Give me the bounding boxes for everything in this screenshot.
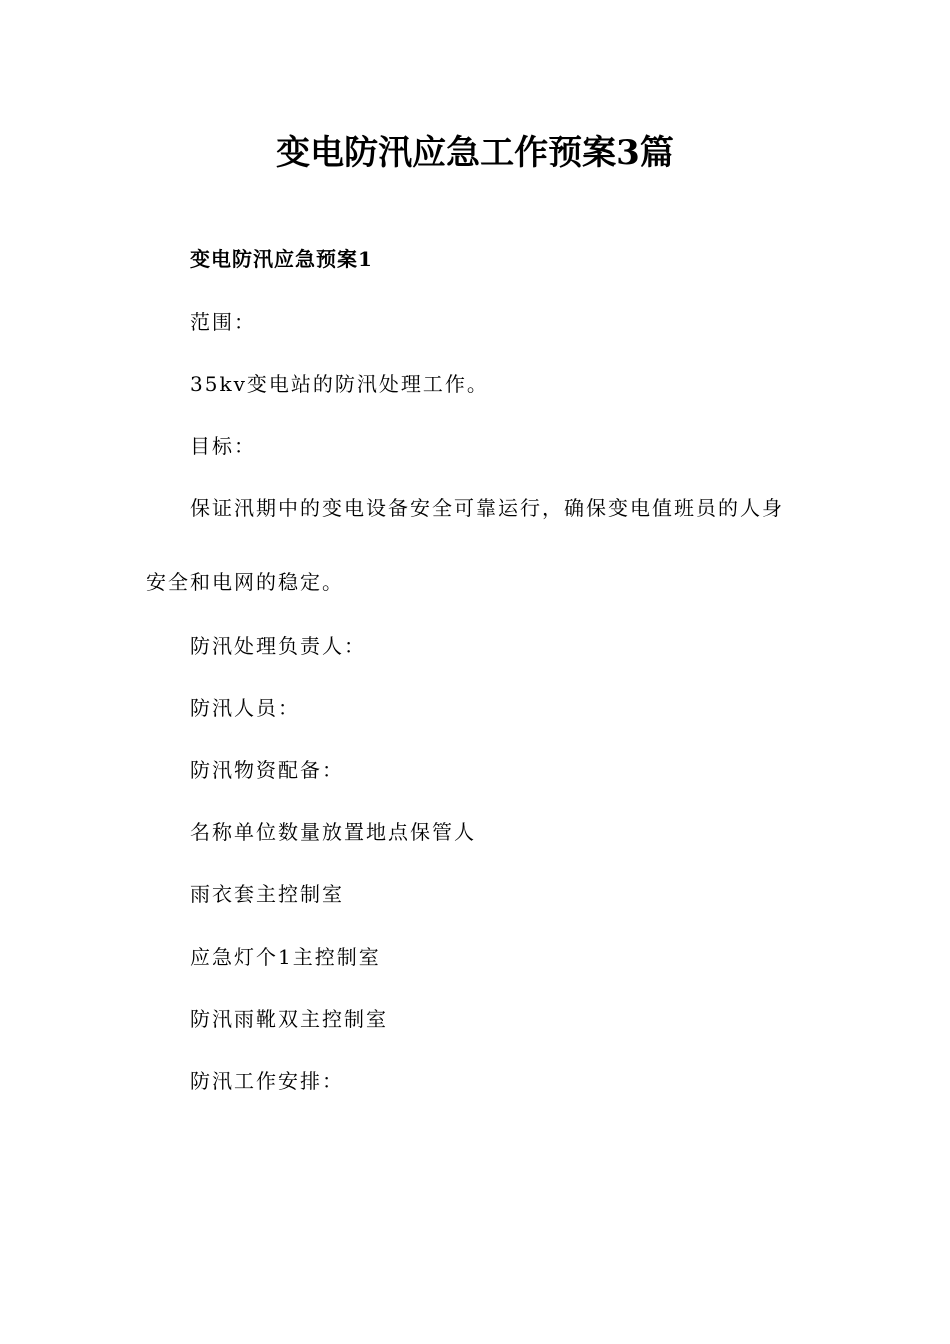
paragraph-goal-label: 目标： (190, 434, 256, 458)
paragraph-personnel: 防汛人员： (190, 696, 300, 720)
paragraph-goal-text-line2: 安全和电网的稳定。 (146, 570, 344, 594)
paragraph-scope-text: 35kv变电站的防汛处理工作。 (190, 372, 489, 396)
paragraph-supply-raincoat: 雨衣套主控制室 (190, 882, 344, 906)
paragraph-supplies: 防汛物资配备： (190, 758, 344, 782)
paragraph-responsible-person: 防汛处理负责人： (190, 634, 366, 658)
section-heading: 变电防汛应急预案1 (190, 247, 373, 271)
paragraph-work-arrangement: 防汛工作安排： (190, 1069, 344, 1093)
paragraph-supply-rain-boots: 防汛雨靴双主控制室 (190, 1007, 388, 1031)
paragraph-scope-label: 范围： (190, 310, 256, 334)
paragraph-supply-columns: 名称单位数量放置地点保管人 (190, 820, 476, 844)
paragraph-supply-emergency-light: 应急灯个1主控制室 (190, 945, 381, 969)
document-title: 变电防汛应急工作预案3篇 (276, 133, 674, 173)
paragraph-goal-text-line1: 保证汛期中的变电设备安全可靠运行，确保变电值班员的人身 (190, 496, 784, 520)
